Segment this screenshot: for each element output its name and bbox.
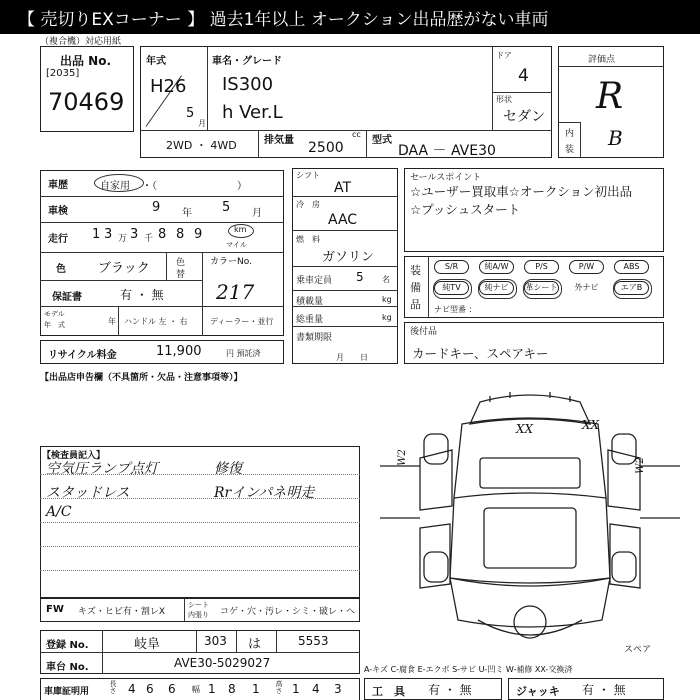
accessories-value: カードキー、スペアキー bbox=[412, 346, 549, 361]
recycle-value: 11,900 bbox=[156, 344, 202, 359]
cert-len-2: 6 bbox=[146, 682, 154, 696]
history-rest: ・（ ） bbox=[142, 181, 247, 192]
history-label: 車歴 bbox=[48, 180, 68, 191]
color-value: ブラック bbox=[98, 261, 150, 276]
registration-number: 5553 bbox=[298, 634, 329, 648]
sales-point-line2: ☆プッシュスタート bbox=[410, 202, 521, 217]
fw-label: FW bbox=[46, 604, 64, 615]
inspection-month-unit: 月 bbox=[252, 208, 262, 219]
equip-airbag: エアB bbox=[614, 281, 649, 295]
equip-ext-navi: 外ナビ bbox=[569, 281, 604, 295]
damage-legend: A-キズ C-腐食 E-エクボ S-サビ U-凹ミ W-補修 XX-交換済 bbox=[364, 665, 573, 674]
inspector-line2-left: スタッドレス bbox=[46, 485, 130, 501]
color-change-1: 色 bbox=[176, 258, 186, 268]
model-year-unit: 年 bbox=[108, 317, 116, 326]
shift-label: シフト bbox=[296, 171, 320, 180]
cert-wid-2: 8 bbox=[228, 682, 236, 696]
diagram-spare: スペア bbox=[624, 645, 652, 655]
handle-label: ハンドル 左 ・ 右 bbox=[124, 317, 188, 326]
fw-items: キズ・ヒビ有・割レX bbox=[78, 607, 165, 617]
diagram-mark-2: XX bbox=[582, 418, 600, 432]
model-year-label-1: モデル bbox=[44, 310, 65, 318]
subtitle: （複合機）対応用紙 bbox=[40, 37, 122, 47]
cert-wid-3: 1 bbox=[252, 682, 260, 696]
accessories-label: 後付品 bbox=[410, 327, 438, 337]
year-era: H26 bbox=[150, 76, 187, 97]
model-label: 車名・グレード bbox=[212, 56, 282, 67]
chassis-label: 車台 No. bbox=[46, 662, 89, 673]
registration-label: 登録 No. bbox=[46, 640, 89, 651]
registration-class: 303 bbox=[204, 634, 227, 648]
capacity-value: 5 bbox=[356, 270, 364, 284]
mileage-d6: 9 bbox=[194, 227, 203, 242]
equip-abs: ABS bbox=[614, 260, 649, 274]
fw-seat-items: コゲ・穴・汚レ・シミ・破レ・ヘ bbox=[220, 607, 356, 617]
doors-value: 4 bbox=[518, 66, 529, 86]
diagram-mark-3: W2 bbox=[396, 449, 408, 466]
mileage-d5: 8 bbox=[176, 227, 185, 242]
score-value: R bbox=[596, 76, 624, 117]
cert-len-label: 長さ bbox=[109, 680, 117, 694]
sales-point-label: セールスポイント bbox=[410, 173, 482, 183]
interior-value: B bbox=[608, 126, 623, 150]
sales-point-line1: ☆ユーザー買取車☆オークション初出品 bbox=[410, 184, 633, 199]
tools-value: 有 ・ 無 bbox=[428, 683, 472, 697]
ac-label: 冷 房 bbox=[296, 200, 320, 209]
color-no-label: カラーNo. bbox=[210, 257, 252, 267]
year-month-unit: 月 bbox=[198, 119, 206, 128]
model-grade: h Ver.L bbox=[222, 102, 283, 123]
mileage-d1: 1 bbox=[92, 227, 101, 242]
color-label: 色 bbox=[56, 264, 66, 275]
inspector-label: 【検査員記入】 bbox=[42, 451, 106, 461]
jack-label: ジャッキ bbox=[516, 685, 560, 698]
notes-label: 【出品店申告欄（不具箇所・欠品・注意事項等）】 bbox=[40, 373, 243, 383]
fuel-value: ガソリン bbox=[322, 250, 375, 265]
ac-value: AAC bbox=[328, 212, 358, 228]
warranty-label: 保証書 bbox=[52, 292, 82, 303]
inspection-label: 車検 bbox=[48, 206, 68, 217]
lot-code: [2035] bbox=[46, 68, 80, 79]
docs-label: 書類期限 bbox=[296, 333, 333, 343]
mileage-km: km bbox=[234, 225, 247, 234]
color-change-2: 替 bbox=[176, 270, 186, 280]
equip-tv: 純TV bbox=[434, 281, 469, 295]
type-label: 型式 bbox=[372, 135, 392, 146]
cert-hgt-label: 高さ bbox=[275, 680, 283, 694]
mileage-unit-man: 万 bbox=[118, 234, 128, 244]
inspector-line3: A/C bbox=[46, 504, 72, 520]
weight-label: 総重量 bbox=[296, 315, 324, 325]
weight-unit: kg bbox=[382, 313, 392, 322]
cert-wid-label: 幅 bbox=[192, 685, 200, 694]
fw-seat-label-2: 内張り bbox=[188, 611, 209, 619]
docs-unit: 月 日 bbox=[336, 353, 368, 362]
doors-label: ドア bbox=[496, 51, 512, 60]
lot-number: 70469 bbox=[48, 88, 125, 116]
chassis-value: AVE30-5029027 bbox=[174, 656, 271, 670]
equip-power-steering: P/S bbox=[524, 260, 559, 274]
shift-value: AT bbox=[334, 180, 352, 196]
inspector-line1-right: 修復 bbox=[214, 461, 242, 477]
lot-label: 出品 No. bbox=[60, 54, 112, 68]
equip-navi: 純ナビ bbox=[479, 281, 514, 295]
color-no-value: 217 bbox=[216, 280, 255, 304]
displacement-value: 2500 bbox=[308, 140, 344, 156]
mileage-d4: 8 bbox=[158, 227, 167, 242]
registration-region: 岐阜 bbox=[134, 637, 161, 652]
header-title: 【 売切りEXコーナー 】 過去1年以上 オークション出品歴がない車両 bbox=[18, 10, 549, 30]
inspector-line2-right: Rrインパネ明走 bbox=[214, 485, 315, 501]
capacity-label: 乗車定員 bbox=[296, 276, 333, 286]
score-label: 評価点 bbox=[588, 55, 616, 65]
equip-alloy-wheels: 純A/W bbox=[479, 260, 514, 274]
equip-leather-seat: 革シート bbox=[524, 281, 559, 295]
drive-value: 2WD ・ 4WD bbox=[166, 139, 237, 152]
equip-sunroof: S/R bbox=[434, 260, 469, 274]
equipment-label-3: 品 bbox=[410, 298, 421, 311]
cert-label: 車庫証明用 bbox=[44, 687, 90, 697]
mileage-d3: 3 bbox=[130, 227, 139, 242]
equipment-label-1: 装 bbox=[410, 264, 421, 277]
inspector-line1-left: 空気圧ランプ点灯 bbox=[46, 461, 158, 477]
equip-power-windows: P/W bbox=[569, 260, 604, 274]
equipment-label-2: 備 bbox=[410, 281, 421, 294]
cert-hgt-2: 4 bbox=[312, 682, 320, 696]
model-name: IS300 bbox=[222, 74, 274, 95]
load-unit: kg bbox=[382, 295, 392, 304]
cert-hgt-1: 1 bbox=[292, 682, 300, 696]
cert-len-1: 4 bbox=[128, 682, 136, 696]
inspection-month: 5 bbox=[222, 200, 231, 215]
mileage-mile: マイル bbox=[226, 241, 247, 249]
history-value: 自家用 bbox=[100, 181, 130, 192]
load-label: 積載量 bbox=[296, 297, 324, 307]
cert-len-3: 6 bbox=[168, 682, 176, 696]
mileage-d2: 3 bbox=[104, 227, 113, 242]
mileage-unit-sen: 千 bbox=[144, 234, 154, 244]
details-box bbox=[40, 170, 284, 336]
cert-hgt-3: 3 bbox=[334, 682, 342, 696]
dealer-label: ディーラー・並行 bbox=[210, 317, 274, 326]
fw-seat-label-1: シート bbox=[188, 601, 209, 609]
fuel-label: 燃 料 bbox=[296, 235, 320, 244]
capacity-unit: 名 bbox=[382, 275, 390, 284]
cert-wid-1: 1 bbox=[208, 682, 216, 696]
warranty-value: 有 ・ 無 bbox=[120, 288, 164, 302]
jack-value: 有 ・ 無 bbox=[582, 683, 626, 697]
recycle-unit: 円 預託済 bbox=[226, 349, 261, 358]
displacement-unit: cc bbox=[352, 130, 361, 139]
diagram-mark-4: W2 bbox=[634, 457, 646, 474]
displacement-label: 排気量 bbox=[264, 135, 294, 146]
tools-label: 工 具 bbox=[372, 685, 405, 698]
mileage-label: 走行 bbox=[48, 234, 68, 245]
inspection-year: 9 bbox=[152, 200, 161, 215]
registration-kana: は bbox=[248, 637, 262, 652]
shape-label: 形状 bbox=[496, 95, 512, 104]
shape-value: セダン bbox=[503, 109, 546, 125]
model-year-label-2: 年 式 bbox=[44, 321, 65, 329]
recycle-label: リサイクル料金 bbox=[48, 350, 117, 361]
interior-label-1: 内 bbox=[565, 129, 575, 139]
interior-label-2: 装 bbox=[565, 145, 575, 155]
year-label: 年式 bbox=[146, 56, 166, 67]
type-value: DAA － AVE30 bbox=[398, 143, 496, 159]
inspection-year-unit: 年 bbox=[182, 208, 192, 219]
diagram-mark-1: XX bbox=[516, 422, 534, 436]
year-month: 5 bbox=[186, 106, 195, 121]
navi-model-label: ナビ型番 ： bbox=[434, 305, 477, 314]
